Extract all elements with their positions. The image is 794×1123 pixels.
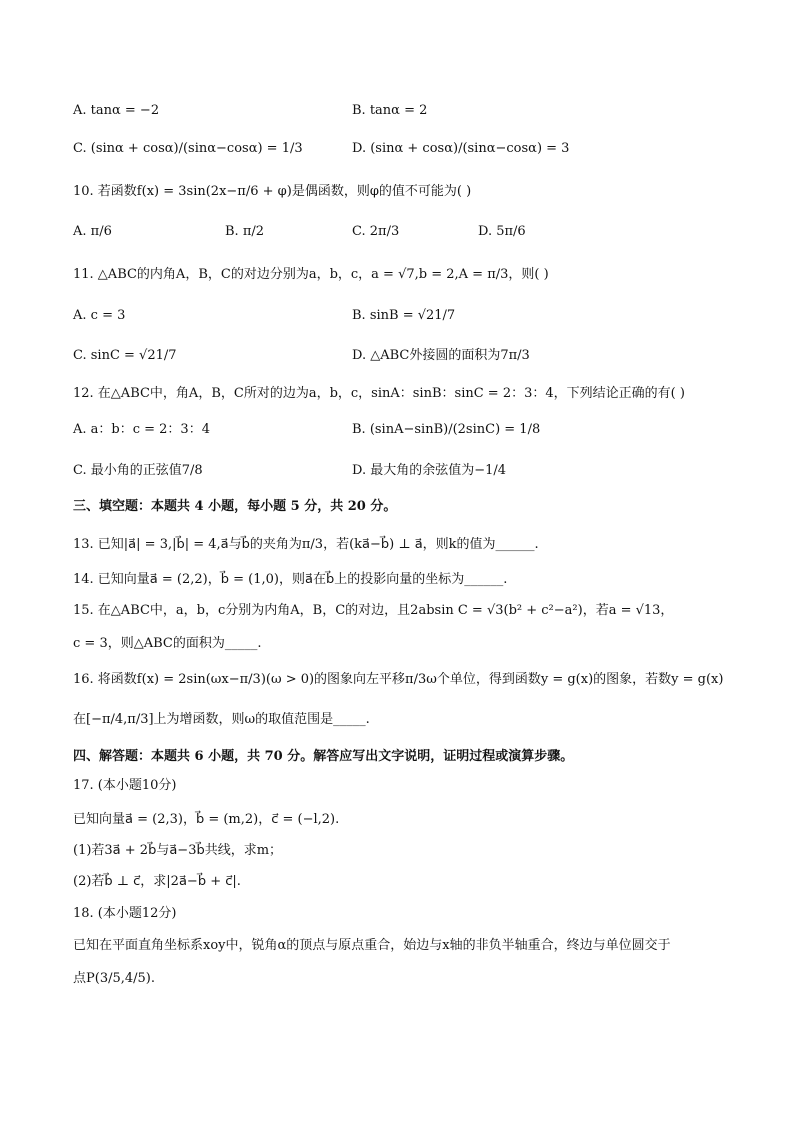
- q12-stem: 12. 在△ABC中，角A，B，C所对的边为a，b，c，sinA：sinB：sinC = 2：3：4，下列结论正确的有( ): [73, 386, 685, 401]
- q10-option-d: D. 5π/6: [478, 224, 526, 239]
- q15-line-2: c = 3，则△ABC的面积为_____.: [73, 636, 262, 651]
- q9-option-c: C. (sinα + cosα)/(sinα−cosα) = 1/3: [73, 141, 303, 156]
- q14-text: 14. 已知向量a⃗ = (2,2)，b⃗ = (1,0)，则a⃗在b⃗上的投影向量的坐标为______.: [73, 572, 508, 587]
- q9-option-d: D. (sinα + cosα)/(sinα−cosα) = 3: [352, 141, 570, 156]
- q18-line-1: 已知在平面直角坐标系xoy中，锐角α的顶点与原点重合，始边与x轴的非负半轴重合，终边与单位圆交于: [73, 938, 671, 953]
- q11-option-c: C. sinC = √21/7: [73, 348, 177, 363]
- q12-option-b: B. (sinA−sinB)/(2sinC) = 1/8: [352, 422, 541, 437]
- q18-line-2: 点P(3/5,4/5).: [73, 971, 155, 986]
- q17-part-1: (1)若3a⃗ + 2b⃗与a⃗−3b⃗共线，求m；: [73, 843, 283, 858]
- q10-option-c: C. 2π/3: [352, 224, 400, 239]
- section-4-heading: 四、解答题：本题共 6 小题，共 70 分。解答应写出文字说明，证明过程或演算步骤。: [73, 749, 574, 764]
- q18-title: 18. (本小题12分): [73, 906, 177, 921]
- q10-option-b: B. π/2: [225, 224, 265, 239]
- q10-option-a: A. π/6: [73, 224, 112, 239]
- q17-title: 17. (本小题10分): [73, 778, 177, 793]
- q16-line-1: 16. 将函数f(x) = 2sin(ωx−π/3)(ω > 0)的图象向左平移π/3ω个单位，得到函数y = g(x)的图象，若数y = g(x): [73, 672, 724, 687]
- q16-line-2: 在[−π/4,π/3]上为增函数，则ω的取值范围是_____.: [73, 712, 370, 727]
- q12-option-d: D. 最大角的余弦值为−1/4: [352, 463, 507, 478]
- q9-option-b: B. tanα = 2: [352, 103, 428, 118]
- q13-text: 13. 已知|a⃗| = 3,|b⃗| = 4,a⃗与b⃗的夹角为π/3，若(ka⃗−b⃗) ⊥ a⃗，则k的值为______.: [73, 537, 539, 552]
- q11-stem: 11. △ABC的内角A，B，C的对边分别为a，b，c，a = √7,b = 2,A = π/3，则( ): [73, 267, 549, 282]
- q12-option-c: C. 最小角的正弦值7/8: [73, 463, 203, 478]
- q11-option-a: A. c = 3: [73, 308, 126, 323]
- q11-option-d: D. △ABC外接圆的面积为7π/3: [352, 348, 530, 363]
- section-3-heading: 三、填空题：本题共 4 小题，每小题 5 分，共 20 分。: [73, 499, 397, 514]
- q17-given: 已知向量a⃗ = (2,3)，b⃗ = (m,2)，c⃗ = (−l,2).: [73, 812, 340, 827]
- q17-part-2: (2)若b⃗ ⊥ c⃗，求|2a⃗−b⃗ + c⃗|.: [73, 874, 241, 889]
- q15-line-1: 15. 在△ABC中，a，b，c分别为内角A，B，C的对边，且2absin C = √3(b² + c²−a²)，若a = √13，: [73, 603, 674, 618]
- q11-option-b: B. sinB = √21/7: [352, 308, 456, 323]
- q12-option-a: A. a：b：c = 2：3：4: [73, 422, 210, 437]
- q9-option-a: A. tanα = −2: [73, 103, 160, 118]
- q10-stem: 10. 若函数f(x) = 3sin(2x−π/6 + φ)是偶函数，则φ的值不可能为( ): [73, 184, 472, 199]
